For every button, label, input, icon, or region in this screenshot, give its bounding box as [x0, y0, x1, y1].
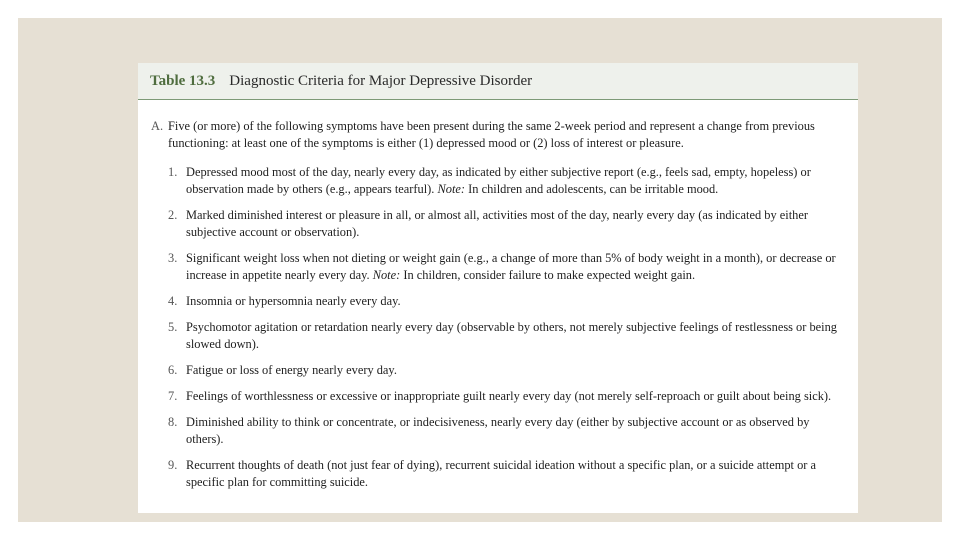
- symptom-number: 8.: [168, 415, 178, 429]
- symptom-item: [168, 362, 846, 379]
- symptom-number: 5.: [168, 320, 178, 334]
- symptom-number: 9.: [168, 458, 178, 472]
- symptom-number: 2.: [168, 208, 178, 222]
- criterion-a: [151, 118, 840, 152]
- slide-frame: [18, 18, 942, 522]
- symptom-text: Psychomotor agitation or retardation nearly every day (observable by others, not merely subjective feelings of restlessness or being slowed down).: [186, 320, 838, 351]
- symptom-item: [168, 388, 846, 405]
- table-title: Diagnostic Criteria for Major Depressive Disorder: [229, 72, 533, 89]
- note-text: In children and adolescents, can be irritable mood.: [465, 182, 719, 196]
- symptom-text: Recurrent thoughts of death (not just fear of dying), recurrent suicidal ideation without a specific plan, or a suicide attempt or a specific plan for committing suicide.: [186, 458, 816, 489]
- criterion-letter: A.: [151, 119, 164, 133]
- note-label: Note:: [437, 182, 466, 196]
- symptom-number: 1.: [168, 165, 178, 179]
- criterion-text: Five (or more) of the following symptoms have been present during the same 2-week period and represent a change from previous functioning: at least one of the symptoms is either (1) depressed mood or (2) loss of interest or pleasure.: [168, 119, 815, 150]
- symptom-text: Depressed mood most of the day, nearly every day, as indicated by either subjective report (e.g., feels sad, empty, hopeless) or observation made by others (e.g., appears tearful).: [186, 165, 811, 196]
- note-text: In children, consider failure to make expected weight gain.: [400, 268, 696, 282]
- symptom-item: [168, 319, 846, 353]
- symptom-item: [168, 207, 846, 241]
- symptom-text: Marked diminished interest or pleasure in all, or almost all, activities most of the day, nearly every day (as indicated by either subjective account or observation).: [186, 208, 808, 239]
- symptom-item: [168, 414, 846, 448]
- symptom-list: [138, 164, 846, 491]
- symptom-item: [168, 250, 846, 284]
- symptom-text: Diminished ability to think or concentrate, or indecisiveness, nearly every day (either by subjective account or as observed by others).: [186, 415, 810, 446]
- table-number: Table 13.3: [150, 72, 216, 89]
- table-header: [138, 63, 858, 100]
- symptom-item: [168, 293, 846, 310]
- note-label: Note:: [372, 268, 401, 282]
- symptom-item: [168, 457, 846, 491]
- symptom-number: 4.: [168, 294, 178, 308]
- symptom-text: Significant weight loss when not dieting or weight gain (e.g., a change of more than 5% of body weight in a month), or decrease or increase in appetite nearly every day.: [186, 251, 836, 282]
- symptom-text: Fatigue or loss of energy nearly every day.: [186, 363, 397, 377]
- symptom-number: 3.: [168, 251, 178, 265]
- symptom-text: Feelings of worthlessness or excessive or inappropriate guilt nearly every day (not merely self-reproach or guilt about being sick).: [186, 389, 832, 403]
- table-card: [138, 63, 858, 513]
- symptom-number: 7.: [168, 389, 178, 403]
- symptom-item: [168, 164, 846, 198]
- symptom-number: 6.: [168, 363, 178, 377]
- symptom-text: Insomnia or hypersomnia nearly every day.: [186, 294, 401, 308]
